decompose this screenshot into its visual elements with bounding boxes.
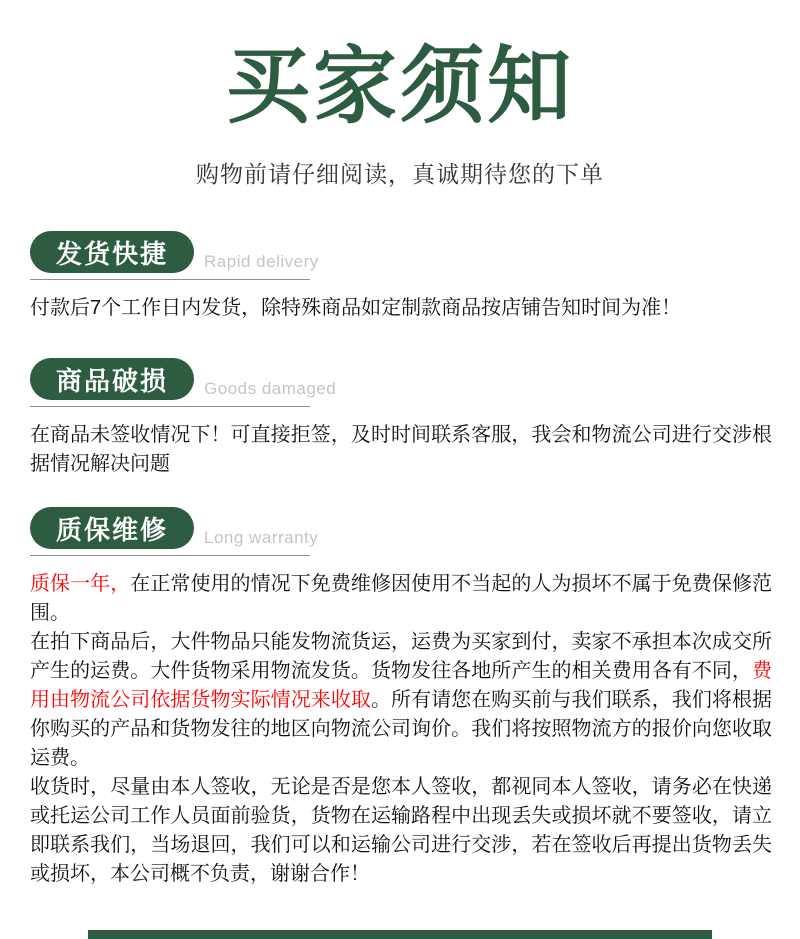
section-divider [30, 555, 310, 556]
section-goods-damaged [30, 358, 772, 479]
body-paragraph [30, 421, 772, 479]
section-header [30, 231, 772, 273]
body-text-segment: 收货时，尽量由本人签收，无论是否是您本人签收，都视同本人签收，请务必在快递或托运公司工作人员面前验货，货物在运输路程中出现丢失或损坏就不要签收，请立即联系我们，当场退回，我们可以和运输公司进行交涉，若在签收后再提出货物丢失或损坏，本公司概不负责，谢谢合作！ [30, 776, 772, 885]
section-badge: 发货快捷 [30, 231, 194, 273]
section-body [30, 421, 772, 479]
section-divider [30, 406, 310, 407]
page-subtitle: 购物前请仔细阅读，真诚期待您的下单 [196, 161, 604, 187]
section-badge-english: Goods damaged [204, 379, 337, 398]
highlighted-text: 费用由物流公司依据货物实际情况来收取 [30, 660, 772, 711]
body-text-segment: 在拍下商品后，大件物品只能发物流货运，运费为买家到付，卖家不承担本次成交所产生的运费。大件货物采用物流发货。货物发往各地所产生的相关费用各有不同， [30, 631, 772, 682]
page-title: 买家须知 [225, 39, 574, 133]
body-text-segment: 付款后7个工作日内发货，除特殊商品如定制款商品按店铺告知时间为准！ [30, 297, 682, 319]
body-text-segment: 在商品未签收情况下！可直接拒签，及时时间联系客服，我会和物流公司进行交涉根据情况解决问题 [30, 424, 772, 475]
body-text-segment: 。所有请您在购买前与我们联系，我们将根据你购买的产品和货物发往的地区向物流公司询价。我们将按照物流方的报价向您收取运费。 [30, 689, 773, 769]
section-warranty [30, 507, 772, 889]
body-text-segment: 在正常使用的情况下免费维修因使用不当起的人为损坏不属于免费保修范围。 [30, 573, 773, 624]
section-badge: 质保维修 [30, 507, 194, 549]
section-divider [30, 279, 310, 280]
highlighted-text: 质保一年， [30, 573, 131, 595]
section-body [30, 570, 772, 889]
section-badge-english: Rapid delivery [204, 252, 319, 271]
body-paragraph [30, 628, 772, 773]
section-badge: 商品破损 [30, 358, 194, 400]
section-header [30, 507, 772, 549]
section-header [30, 358, 772, 400]
section-badge-english: Long warranty [204, 528, 319, 547]
section-body [30, 294, 772, 323]
body-paragraph [30, 570, 772, 628]
body-paragraph [30, 773, 772, 889]
body-paragraph [30, 294, 772, 323]
footer-accent-bar [88, 930, 712, 939]
section-rapid-delivery [30, 231, 772, 323]
